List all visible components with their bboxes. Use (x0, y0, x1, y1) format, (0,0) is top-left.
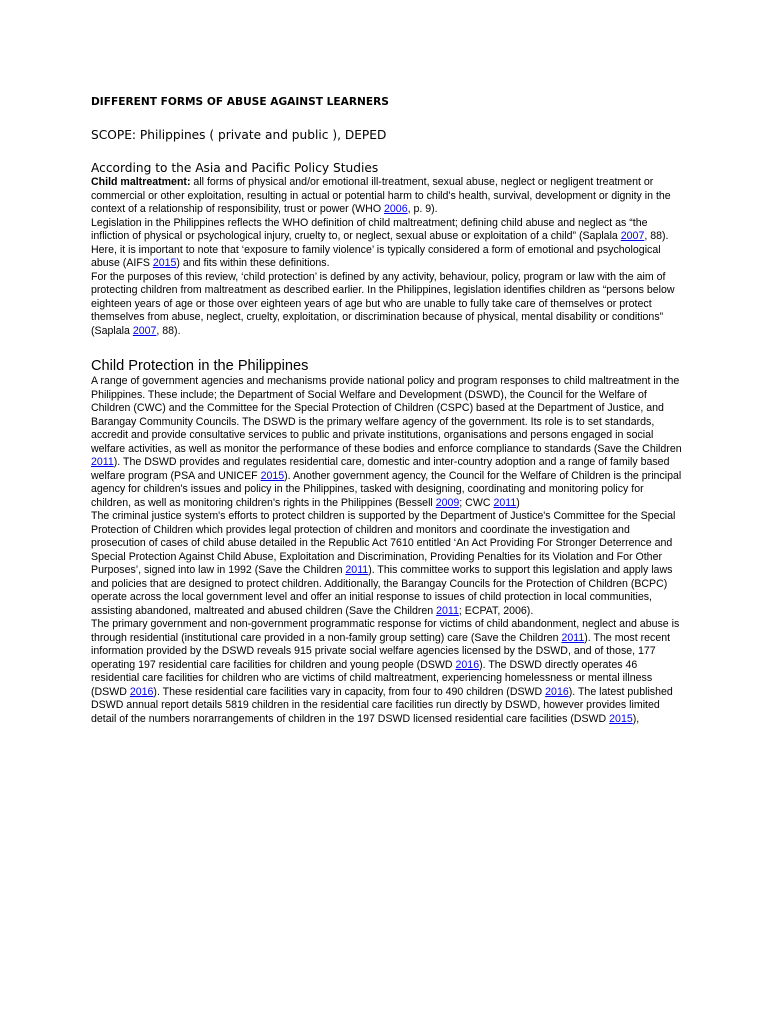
citation-link[interactable]: 2015 (609, 712, 633, 725)
source-line: According to the Asia and Pacific Policy Studies (91, 161, 379, 175)
text: ) and fits within these definitions. (176, 257, 330, 269)
text: The criminal justice system's efforts to protect children is supported by the Department of Justice's Committee for the Special Protection of Children which provides legal protection of children and monitors and coordinate the investigation and prosecution of cases of child abuse detailed in the Republic Act 7610 entitled ‘An Act Providing For Stronger Deterrence and Special Protection Against Child Abuse, Exploitation and Discrimination, Providing Penalties for its Violation and For Other Purposes’, signed into law in 1992 (Save the Children (91, 510, 676, 576)
text: A range of government agencies and mechanisms provide national policy and program responses to child maltreatment in the Philippines. These include; the Department of Social Welfare and Development (DSWD), the Council for the Welfare of Children (CWC) and the Committee for the Special Protection of Children (CSPC) based at the Department of Justice, and Barangay Community Councils. The DSWD is the primary welfare agency of the government. Its role is to set standards, accredit and provide consultative services to public and private institutions, organisations and persons engaged in social welfare activities, as well as monitor the performance of these bodies and enforce compliance to standards (Save the Children (91, 375, 682, 455)
paragraph-residential-care (91, 618, 683, 726)
text: The primary government and non-government programmatic response for victims of child abandonment, neglect and abuse is through residential (institutional care provided in a non-family group setting) care (Save the Children (91, 618, 680, 644)
citation-link[interactable]: 2015 (152, 257, 177, 269)
text: ). The most recent information provided by the DSWD reveals 915 private social welfare agencies licensed by the DSWD, and of those, 177 operating 197 residential care facilities for children and young people (DSWD (91, 631, 671, 671)
document-title: DIFFERENT FORMS OF ABUSE AGAINST LEARNERS (91, 96, 389, 108)
document-body (91, 95, 683, 726)
paragraph-agencies (91, 375, 683, 510)
citation-link[interactable]: 2015 (260, 469, 285, 482)
scope-line: SCOPE: Philippines ( private and public ), DEPED (91, 128, 387, 142)
text: ). The latest published DSWD annual report details 5819 children in the residential care facilities run directly by DSWD, however provides limited detail of the numbers norarrangements of children in the 197 DSWD licensed residential care facilities (DSWD (91, 685, 673, 725)
paragraph-justice (91, 510, 683, 618)
section-heading: Child Protection in the Philippines (91, 358, 309, 374)
text: , p. 9). (407, 203, 438, 215)
text: For the purposes of this review, ‘child protection’ is defined by any activity, behaviour, policy, program or law with the aim of protecting children from maltreatment as described earlier. In the Philippines, legislation identifies children as “persons below eighteen years of age or those over eighteen years of age but who are unable to fully take care of themselves or protect themselves from abuse, neglect, cruelty, exploitation, or discrimination because of physical, mental disability or conditions” (Saplala (91, 270, 675, 337)
text: ; CWC (459, 496, 494, 509)
text: , 88). (644, 230, 669, 242)
text: , 88). (156, 324, 181, 337)
text: ; ECPAT, 2006). (458, 604, 534, 617)
text: ). The DSWD directly operates 46 residential care facilities for children who are victims of child maltreatment, experiencing homelessness or mental illness (DSWD (91, 658, 653, 698)
citation-link[interactable]: 2007 (132, 324, 157, 337)
text: ). These residential care facilities vary in capacity, from four to 490 children (DSWD (153, 685, 546, 698)
citation-link[interactable]: 2011 (561, 631, 585, 644)
text: ). Another government agency, the Council for the Welfare of Children is the principal agency for children's issues and policy in the Philippines, tasked with designing, coordinating and monitoring policy for children, as well as monitoring children's rights in the Philippines (Bessell (91, 469, 682, 509)
citation-link[interactable]: 2007 (620, 230, 645, 242)
citation-link[interactable]: 2006 (384, 203, 408, 215)
text: ), (632, 712, 640, 725)
citation-link[interactable]: 2016 (455, 658, 480, 671)
citation-link[interactable]: 2011 (345, 564, 369, 576)
text: ). The DSWD provides and regulates residential care, domestic and inter-country adoption and a range of family based welfare program (PSA and UNICEF (91, 456, 670, 482)
definition-term: Child maltreatment: (91, 176, 191, 188)
text: Legislation in the Philippines reflects the WHO definition of child maltreatment; defining child abuse and neglect as “the infliction of physical or psychological injury, cruelty to, or neglect, sexual abuse or exploitation of a child” (Saplala (91, 216, 648, 242)
text: Here, it is important to note that ‘exposure to family violence’ is typically considered a form of emotional and psychological abuse (AIFS (91, 243, 661, 269)
text: ) (516, 496, 520, 509)
citation-link[interactable]: 2011 (91, 456, 114, 468)
citation-link[interactable]: 2011 (493, 496, 517, 509)
citation-link[interactable]: 2016 (545, 685, 569, 698)
citation-link[interactable]: 2009 (435, 496, 460, 509)
citation-link[interactable]: 2016 (129, 685, 154, 698)
definition-paragraph (91, 176, 683, 338)
text: all forms of physical and/or emotional ill-treatment, sexual abuse, neglect or negligent treatment or commercial or other exploitation, resulting in actual or potential harm to child's health, survival, development or dignity in the context of a relationship of responsibility, trust or power (WHO (91, 176, 671, 215)
text: ). This committee works to support this legislation and apply laws and policies that are designed to protect children. Additionally, the Barangay Councils for the Protection of Children (BCPC) operate across the local government level and offer an initial response to issues of child protection in local communities, assisting abandoned, maltreated and abused children (Save the Children (91, 564, 673, 617)
citation-link[interactable]: 2011 (436, 604, 459, 617)
